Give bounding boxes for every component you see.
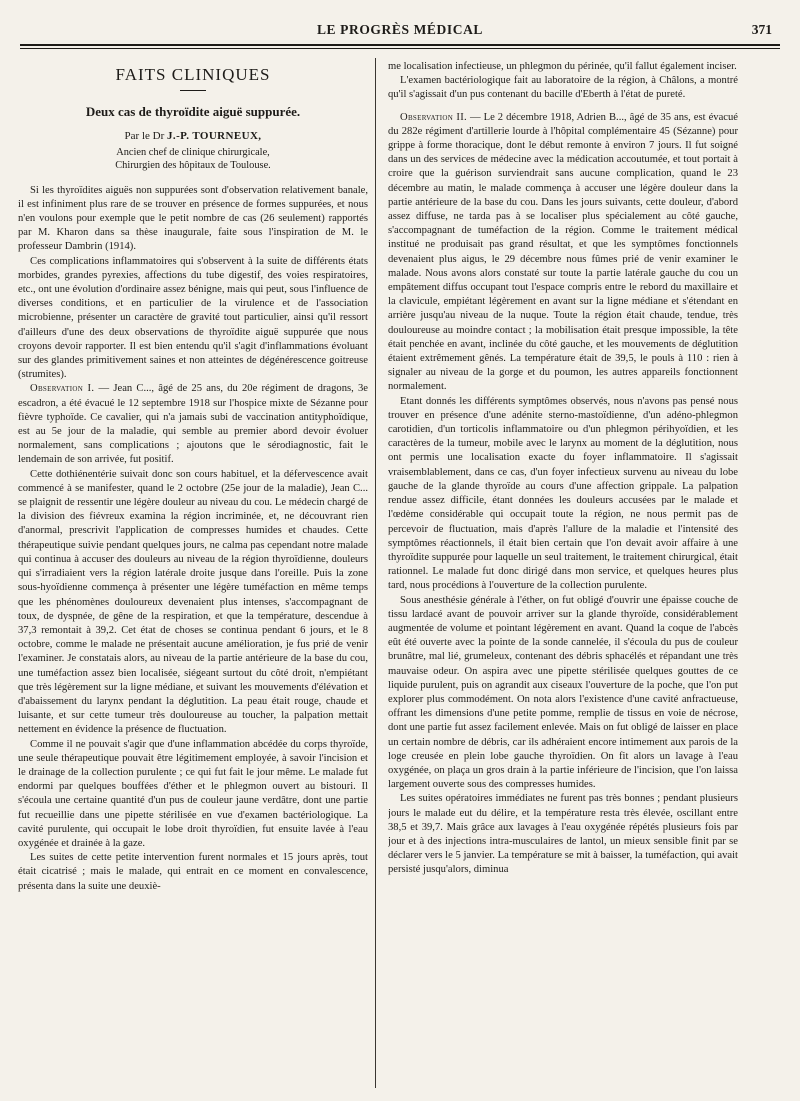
body-paragraph: Ces complications inflammatoires qui s'observent à la suite de différents états morbides, grandes pyrexies, affections du tube digestif, des voies respiratoires, etc., ont une évolution d'ordinaire assez bénigne, mais qui peut, sous l'influence de diverses conditions, et en particulier de la virulence et de l'association microbienne, présenter un caractère de gravité tout particulier, ainsi qu'il ressort d'ailleurs d'une des deux observations de thyroïdite aiguë suppurée que nous croyons devoir rapporter. Il est bien entendu qu'il s'agit d'inflammations évoluant sur des glandes primitivement saines et non atteintes de dégénérescence goitreuse (strumites).	[18, 255, 368, 381]
section-divider	[180, 90, 206, 91]
header-rule-thick	[20, 44, 780, 46]
observation-paragraph	[388, 111, 738, 395]
observation-text: — Jean C..., âgé de 25 ans, du 20e régiment de dragons, 3e escadron, a été évacué le 12 septembre 1918 sur l'hospice mixte de Sézanne pour fièvre typhoïde. Ce cavalier, qui n'a jamais subi de vaccination antityphoïdique, est au 5e jour de la maladie, qui semble au premier abord devoir évoluer normalement, sans complications ; ajoutons que le sérodiagnostic, fait le lendemain de son arrivée, fut positif.	[18, 383, 368, 466]
observation-label: Observation I.	[30, 383, 95, 395]
article-title: Deux cas de thyroïdite aiguë suppurée.	[85, 104, 301, 120]
observation-label: Observation II.	[400, 111, 467, 123]
header-rule-thin	[20, 48, 780, 49]
body-paragraph: me localisation infectieuse, un phlegmon du périnée, qu'il fallut également inciser.	[388, 61, 737, 72]
page-number: 371	[751, 22, 772, 37]
body-paragraph: Si les thyroïdites aiguës non suppurées sont d'observation relativement banale, il est infiniment plus rare de se trouver en présence de formes suppurées, et nous n'en voulons pour exemple que le petit nombre de cas (26 seulement) rapportés par M. Kharon dans sa thèse inaugurale, faite sous l'inspiration de M. le professeur Dambrin (1914).	[18, 184, 368, 253]
author-prefix: Par le Dr	[124, 130, 168, 143]
body-paragraph: Etant donnés les différents symptômes observés, nous n'avons pas pensé nous trouver en présence d'une adénite sterno-mastoïdienne, d'un adéno-phlegmon carotidien, d'un torticolis inflammatoire ou d'un phlegmon périhyoïdien, et les caractères de la tumeur, mobile avec le larynx au moment de la déglutition, nous ont permis une localisation exacte du foyer inflammatoire. Il s'agissait vraisemblablement, dans ce cas, d'un foyer infectieux survenu au niveau du lobe gauche de la glande thyroïde au cours d'une affection grippale. La palpation rendue assez difficile, étant données les douleurs accusées par le malade et l'œdème considérable qui occupait toute la région, ne nous permit pas de percevoir de fluctuation, mais d'après l'allure de la maladie et l'intensité des symptômes réactionnels, il était bien certain que l'on devait avoir affaire à une thyroïdite suppurée pour laquelle un seul traitement, le traitement chirurgical, était rationnel. Le malade fut donc dirigé dans mon service, et quelques heures plus tard, nous procédions à l'ouverture de la collection purulente.	[388, 395, 738, 592]
right-column	[388, 60, 738, 1090]
body-paragraph: Comme il ne pouvait s'agir que d'une inflammation abcédée du corps thyroïde, une seule thérapeutique pouvait être légitimement employée, à savoir l'incision et le drainage de la collection purulente ; ce qui fut fait le jour même. Le malade fut endormi par quelques bouffées d'éther et le phlegmon ouvert au bistouri. Il s'écoula une certaine quantité d'un pus de couleur jaune verdâtre, dont une partie fut recueillie dans une pipette stérilisée en vue d'examen bactériologique. La cavité purulente, qui occupait le lobe droit thyroïdien, fut ensuite lavée à l'eau oxygénée et drainée à la gaze.	[18, 738, 368, 849]
observation-paragraph	[18, 382, 368, 467]
section-title: FAITS CLINIQUES	[115, 65, 271, 84]
author-affiliation-2: Chirurgien des hôpitaux de Toulouse.	[115, 159, 271, 171]
author-affiliation-1: Ancien chef de clinique chirurgicale,	[116, 146, 270, 158]
body-paragraph: Les suites de cette petite intervention furent normales et 15 jours après, tout était cicatrisé ; mais le malade, qui entrait en ce moment en convalescence, présenta dans la suite une deuxiè-	[18, 852, 368, 892]
article-author	[18, 129, 368, 143]
journal-title: LE PROGRÈS MÉDICAL	[316, 22, 484, 37]
body-paragraph: L'examen bactériologique fait au laboratoire de la région, à Châlons, a montré qu'il s'agissait d'un pus contenant du bacille d'Eberth à l'état de pureté.	[388, 75, 738, 101]
observation-text: — Le 2 décembre 1918, Adrien B..., âgé de 35 ans, est évacué du 282e régiment d'artillerie lourde à l'hôpital complémentaire 45 (Sézanne) pour grippe à forme thoracique, dont le début remonte à environ 7 jours. Il fut soigné dans un des services de médecine avec la médication accoutumée, et tout portait à croire que la guérison surviendrait sans aucune complication, quand le 23 décembre au matin, le malade commença à accuser une légère douleur dans la partie antérieure de la base du cou. Dans les jours suivants, cette douleur, d'abord assez diffuse, ne tarda pas à se localiser plus spécialement au côté gauche, s'accompagnant de tuméfaction de la région. Comme le traitement médical institué ne produisait pas grand résultat, et que les symptômes fonctionnels devenaient plus aigus, le 29 décembre nous fûmes prié de venir examiner le malade. Nous avons alors constaté sur toute la partie latérale gauche du cou un empâtement diffus occupant tout l'espace compris entre le rebord du maxillaire et la clavicule, empiétant légèrement en avant sur la ligne médiane et s'étendant en arrière jusqu'au niveau de la nuque. Toute la région était chaude, tendue, très douloureuse au moindre contact ; la mobilisation était presque impossible, la tête était penchée en avant, inclinée du côté gauche, et les mouvements de déglutition étaient extrêmement gênés. La température était de 39,5, le pouls à 110 : rien à signaler au niveau de la gorge et du poumon, les autres appareils fonctionnent normalement.	[388, 111, 738, 393]
body-paragraph: Les suites opératoires immédiates ne furent pas très bonnes ; pendant plusieurs jours le malade eut du délire, et la température resta très élevée, oscillant entre 38,5 et 39,7. Mais grâce aux lavages à l'eau oxygénée répétés plusieurs fois par jour et à des injections intra-musculaires de lantol, un mieux sensible finit par se déclarer vers le 5 janvier. La température se mit à baisser, la tuméfaction, qui avait persisté jusqu'alors, diminua	[388, 793, 738, 876]
body-paragraph: Sous anesthésie générale à l'éther, on fut obligé d'ouvrir une épaisse couche de tissu lardacé avant de pouvoir arriver sur la glande thyroïde, considérablement augmentée de volume et pointant légèrement en avant. Quand la coque de l'abcès eût été ouverte avec la pointe de la sonde cannelée, il s'écoula du pus de couleur brunâtre, mal lié, grumeleux, contenant des débris sphacélés et répandant une très mauvaise odeur. On aspira avec une pipette stérilisée quelques gouttes de ce liquide purulent, puis on agrandit aux ciseaux l'ouverture de la poche, que l'on put explorer plus commodément. On nota alors l'existence d'une cavité anfractueuse, offrant les dimensions d'une petite pomme, remplie de tissus en voie de nécrose, dont une partie fut assez facilement enlevée. Mais on fut obligé de laisser en place un certain nombre de débris, car ils adhéraient encore intimement aux parois de la loge creusée en plein lobe gauche thyroïdien. On fit alors un lavage à l'eau oxygénée, on plaça un gros drain à la partie inférieure de l'incision, que l'on laissa largement ouverte sous des compresses humides.	[388, 594, 738, 791]
body-paragraph: Cette dothiénentérie suivait donc son cours habituel, et la défervescence avait commencé à se manifester, quand le 2 octobre (25e jour de la maladie), Jean C... se plaignit de ressentir une légère douleur au niveau du cou. Le médecin chargé de la division des fiévreux examina la région incriminée, et, ne découvrant rien d'anormal, prescrivit l'application de compresses humides et chaudes. Cette thérapeutique suivie pendant quelques jours, ne calma pas cependant notre malade qui continua à accuser des douleurs au niveau de la région thyroïdienne, douleurs qui s'irradiaient vers la région latérale droite jusque dans l'oreille. Puis la zone sous-hyoïdienne commença à présenter une légère tuméfaction en même temps que les phénomènes douloureux devenaient plus intenses, s'accompagnant de toux, de dyspnée, de gêne de la respiration, et que la température, descendue à 37,3 remontait à 39,2. Cet état de choses se continua pendant 6 jours, et le 8 octobre, comme le malade ne présentait aucune amélioration, je fus prié de venir l'examiner. Je constatais alors, au niveau de la partie antérieure de la base du cou, une tuméfaction assez bien localisée, siégeant surtout du côté droit, n'empiétant que très légèrement sur la ligne médiane, et suivant les mouvements d'élévation et d'abaissement du larynx pendant la déglutition. La peau était rouge, chaude et luisante, et sur cette tumeur très douloureuse au toucher, la palpation mettait nettement en évidence la présence de fluctuation.	[18, 468, 368, 736]
author-name: J.-P. TOURNEUX,	[167, 130, 262, 143]
running-header	[20, 18, 780, 40]
column-separator	[375, 58, 376, 1088]
left-column	[18, 60, 368, 1090]
